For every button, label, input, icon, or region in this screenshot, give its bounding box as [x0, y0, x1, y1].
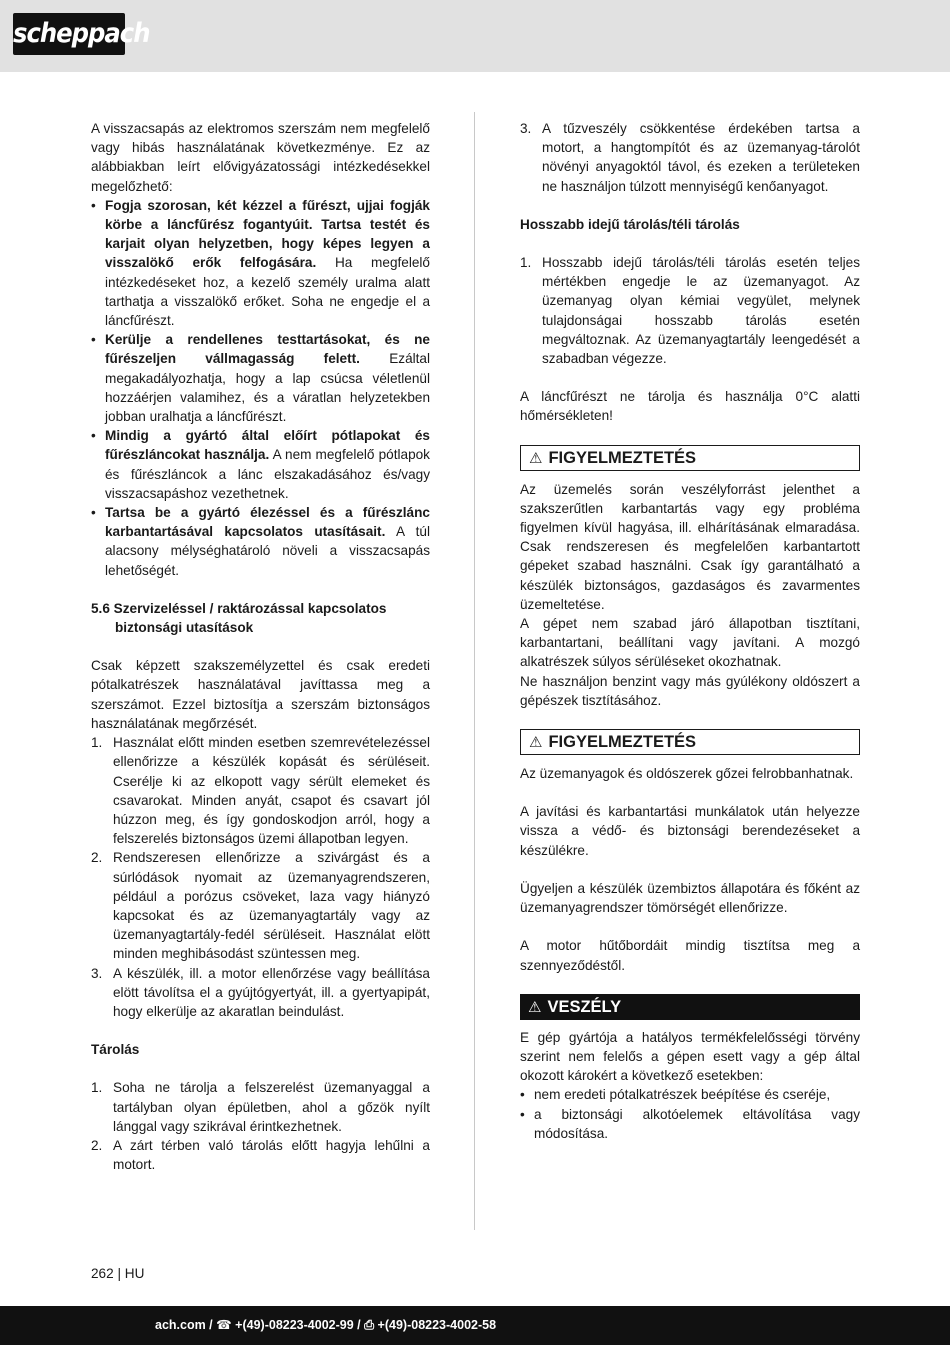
list-item — [91, 196, 430, 330]
list-item — [91, 503, 430, 580]
danger-title: VESZÉLY — [547, 997, 622, 1016]
header-bar — [0, 0, 950, 72]
warning-paragraph: A motor hűtőbordáit mindig tisztítsa meg a szennyeződéstől. — [520, 938, 860, 973]
storage-list-continued — [520, 119, 860, 196]
list-item — [91, 330, 430, 426]
list-item: 1. Soha ne tárolja a felszerelést üzemanyaggal a tartályban olyan épületben, ahol a gőzök nyílt lánggal vagy szikrával érintkezhetnek. — [91, 1080, 430, 1134]
storage-list — [91, 1078, 430, 1174]
warning-paragraph: A gépet nem szabad járó állapotban tisztítani, karbantartani, beállítani vagy javítani. A mozgó alkatrészek súlyos sérüléseket okozhatnak. — [520, 616, 860, 670]
kickback-bullets — [91, 196, 430, 580]
bullet-bold: Fogja szorosan, két kézzel a fűrészt, ujjai fogják körbe a láncfűrész fogantyúit. Tartsa testét és karjait olyan helyzetben, hogy képes legyen a visszalökő erők felfogására. — [105, 197, 430, 271]
bullet-bold: Kerülje a rendellenes testtartásokat, és ne fűrészeljen vállmagasság felett. — [105, 332, 430, 367]
warning-title: FIGYELMEZTETÉS — [548, 448, 697, 467]
list-item: 1. Hosszabb idejű tárolás/téli tárolás esetén teljes mértékben engedje le az üzemanyagot. Az üzemanyag olyan kémiai vegyület, melynek tulajdonságai hosszabb tárolás esetén megváltoznak. Az üzemanyagtartály leengedését a szabadban végezze. — [520, 255, 860, 367]
list-item: • nem eredeti pótalkatrészek beépítése és cseréje, — [520, 1085, 860, 1104]
page-language: HU — [124, 1266, 145, 1281]
list-item: 2. A zárt térben való tárolás előtt hagyja lehűlni a motort. — [91, 1137, 430, 1173]
list-item — [91, 426, 430, 503]
bullet-text: A nem megfelelő pótlapok és fűrészláncok a lánc elszakadásához és/vagy visszacsapáshoz vezethetnek. — [105, 447, 430, 501]
warning-box — [520, 445, 860, 471]
right-column — [520, 119, 860, 1143]
warning-paragraph: Ügyeljen a készülék üzembiztos állapotára és főként az üzemanyagrendszer tömörségét ellenőrizze. — [520, 880, 860, 916]
service-intro: Csak képzett szakszemélyzettel és csak eredeti pótalkatrészek használatával javíttassa meg a szerszámot. Ezzel biztosítja a szerszám biztonságos használatának megőrzését. — [91, 658, 430, 731]
warning-box — [520, 729, 860, 755]
left-column — [91, 119, 430, 1174]
section-heading — [91, 599, 430, 637]
brand-logo: scheppach — [13, 13, 125, 55]
bullet-text: Ezáltal megakadályozhatja, hogy a lap csúcsa véletlenül hozzáérjen valamihez, és a váratlan helyzetekben jobban uralhatja a láncfűrészt. — [105, 351, 431, 425]
list-item: 3. A készülék, ill. a motor ellenőrzése vagy beállítása elött távolítsa el a gyújtógyertyát, ill. a gyertyapipát, hogy elkerülje az akaratlan beindulást. — [91, 965, 430, 1019]
storage-heading: Tárolás — [91, 1042, 140, 1058]
bullet-bold: Tartsa be a gyártó élezéssel és a fűrészlánc karbantartásával kapcsolatos utasításait. — [105, 505, 430, 540]
list-item: • a biztonsági alkotóelemek eltávolítása vagy módosítása. — [520, 1105, 860, 1143]
warning-paragraph: Az üzemanyagok és oldószerek gőzei felrobbanhatnak. — [520, 766, 854, 782]
footer-contact: ach.com / ☎ +(49)-08223-4002-99 / ⎙ +(49)-08223-4002-58 — [155, 1318, 497, 1332]
column-divider — [474, 112, 475, 1230]
danger-bullets — [520, 1085, 860, 1143]
list-item: 1. Használat előtt minden esetben szemrevételezéssel ellenőrizze a készülék kopását és sérüléseit. Cserélje ki az elkopott vagy sérült elemeket és csavarokat. Minden anyát, csapot és csavart jól húzzon meg, és így gondoskodjon arról, hogy a felszerelés biztonságos üzemi állapotban legyen. — [91, 735, 430, 847]
list-item: 3. A tűzveszély csökkentése érdekében tartsa a motort, a hangtompítót és az üzemanyag-tárolót növényi anyagoktól távol, és ezeken a területeken ne használjon túlzott mennyiségű kenőanyagot. — [520, 121, 860, 194]
bullet-text: A túl alacsony mélységhatároló növeli a visszacsapás lehetőségét. — [105, 524, 430, 578]
service-list — [91, 733, 430, 1021]
warning-triangle-icon: ⚠ — [528, 998, 542, 1016]
footer-bar — [0, 1306, 950, 1345]
danger-box — [520, 994, 860, 1020]
warning-paragraph: A javítási és karbantartási munkálatok után helyezze vissza a védő- és biztonsági berendezéseket a készülékre. — [520, 804, 860, 858]
section-heading-line1: 5.6 Szervizeléssel / raktározással kapcsolatos — [91, 600, 387, 616]
long-storage-heading: Hosszabb idejű tárolás/téli tárolás — [520, 216, 740, 232]
kickback-intro: A visszacsapás az elektromos szerszám nem megfelelő vagy hibás használatának következménye. Ez az alábbiakban leírt elővigyázatossági intézkedésekkel megelőzhető: — [91, 121, 430, 194]
warning-triangle-icon: ⚠ — [529, 734, 543, 752]
long-storage-list — [520, 253, 860, 368]
section-heading-line2: biztonsági utasítások — [115, 620, 254, 636]
page-number-value: 262 — [91, 1266, 114, 1281]
warning-title: FIGYELMEZTETÉS — [548, 733, 697, 752]
warning-triangle-icon: ⚠ — [529, 449, 543, 467]
warning-paragraph: Ne használjon benzint vagy más gyúlékony oldószert a gépészek tisztításához. — [520, 673, 860, 708]
temperature-note: A láncfűrészt ne tárolja és használja 0°C alatti hőmérsékleten! — [520, 389, 860, 424]
danger-intro: E gép gyártója a hatályos termékfelelősségi törvény szerint nem felelős a gépen esett vagy a gép által okozott károkért a következő esetekben: — [520, 1029, 860, 1084]
bullet-text: Ha megfelelő intézkedéseket hoz, a kezelő személy uralma alatt tarthatja a visszalökő erőket. Soha ne engedje el a láncfűrészt. — [105, 255, 430, 329]
bullet-bold: Mindig a gyártó által előírt pótlapokat és fűrészláncokat használja. — [105, 428, 430, 463]
page-number — [91, 1266, 144, 1281]
list-item: 2. Rendszeresen ellenőrizze a szivárgást és a súrlódások nyomait az üzemanyagrendszeren, például a porózus csöveket, laza vagy hiányzó kapcsokat és az üzemanyagtartály vagy az üzemanyagtartály-fedél sérüléseit. Használat elött minden meghibásodást szüntessen meg. — [91, 850, 430, 962]
warning-paragraph: Az üzemelés során veszélyforrást jelenthet a szakszerűtlen karbantartás vagy egy probléma figyelmen kívül hagyása, ill. elhárításának elmaradása. Csak rendszeresen és megfelelően karbantartott gépeket szabad használni. Csak így garantálható a készülék biztonságos, gazdaságos és zavarmentes üzemeltetése. — [520, 481, 860, 612]
page-separator: | — [117, 1266, 121, 1281]
